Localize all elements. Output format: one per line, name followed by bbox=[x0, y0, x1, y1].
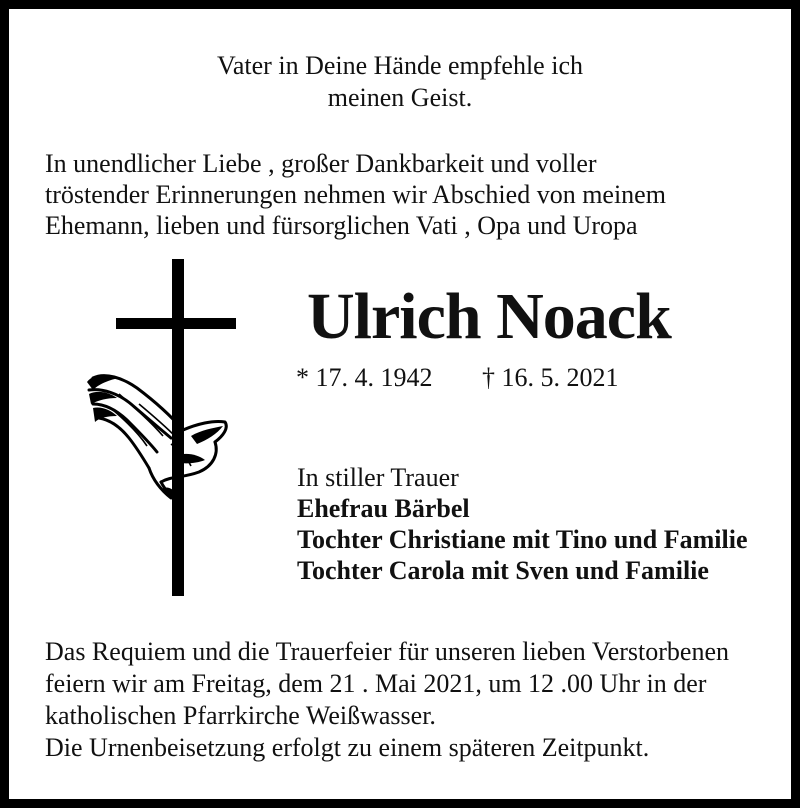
service-line-4: Die Urnenbeisetzung erfolgt zu einem späteren Zeitpunkt. bbox=[45, 733, 650, 762]
cross-bar bbox=[116, 318, 236, 329]
birth-date: * 17. 4. 1942 bbox=[296, 363, 433, 392]
mourner-name: Tochter Carola mit Sven und Familie bbox=[297, 556, 709, 585]
praying-hands-icon bbox=[79, 364, 239, 514]
opening-verse-line-2: meinen Geist. bbox=[327, 83, 473, 112]
service-line-3: katholischen Pfarrkirche Weißwasser. bbox=[45, 701, 436, 730]
service-line-1: Das Requiem und die Trauerfeier für unseren lieben Verstorbenen bbox=[45, 637, 729, 666]
death-date: † 16. 5. 2021 bbox=[482, 363, 619, 392]
opening-verse-line-1: Vater in Deine Hände empfehle ich bbox=[216, 51, 583, 80]
mourner-name: Ehefrau Bärbel bbox=[297, 494, 470, 523]
service-line-2: feiern wir am Freitag, dem 21 . Mai 2021, um 12 .00 Uhr in der bbox=[45, 669, 707, 698]
intro-line-2: tröstender Erinnerungen nehmen wir Abschied von meinem bbox=[45, 180, 666, 209]
mourners-heading: In stiller Trauer bbox=[297, 463, 459, 492]
intro-line-1: In unendlicher Liebe , großer Dankbarkeit und voller bbox=[45, 149, 597, 178]
mourner-name: Tochter Christiane mit Tino und Familie bbox=[297, 525, 748, 554]
intro-line-3: Ehemann, lieben und fürsorglichen Vati , Opa und Uropa bbox=[45, 211, 638, 240]
deceased-name: Ulrich Noack bbox=[307, 280, 671, 353]
